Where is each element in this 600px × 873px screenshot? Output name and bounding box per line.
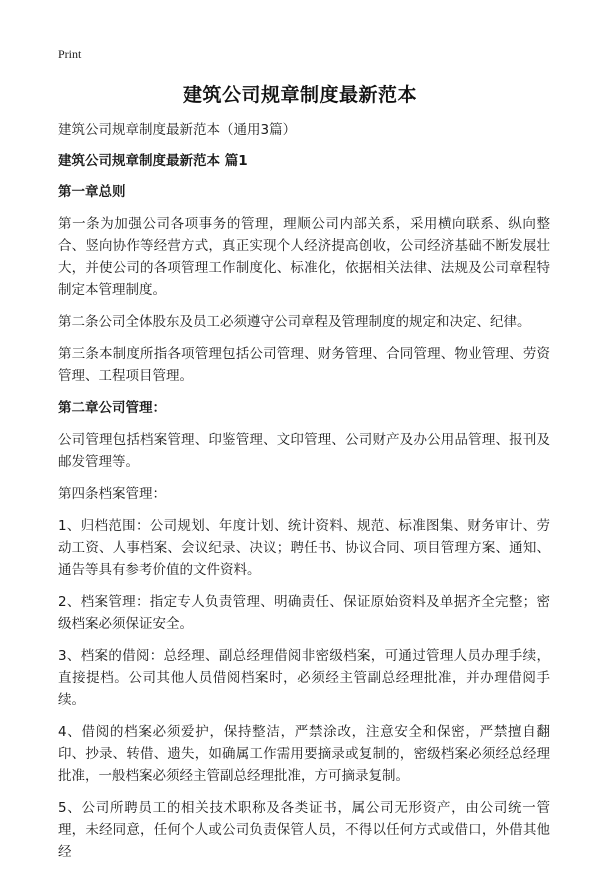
article-1: 第一条为加强公司各项事务的管理，理顺公司内部关系，采用横向联系、纵向整合、竖向协作等经营方式，真正实现个人经济提高创收，公司经济基础不断发展壮大，并使公司的各项管理工作制度化、标准化，依据相关法律、法规及公司章程特制定本管理制度。 bbox=[58, 216, 550, 298]
document-title: 建筑公司规章制度最新范本 bbox=[182, 84, 417, 106]
article-3: 第三条本制度所指各项管理包括公司管理、财务管理、合同管理、物业管理、劳资管理、工程项目管理。 bbox=[58, 346, 550, 384]
list-item-3: 3、档案的借阅：总经理、副总经理借阅非密级档案，可通过管理人员办理手续，直接提档。公司其他人员借阅档案时，必须经主管副总经理批准，并办理借阅手续。 bbox=[58, 648, 550, 708]
chapter-heading-2: 第二章公司管理： bbox=[58, 400, 166, 416]
print-link[interactable]: Print bbox=[58, 47, 82, 61]
list-item-1: 1、归档范围：公司规划、年度计划、统计资料、规范、标准图集、财务审计、劳动工资、人事档案、会议纪录、决议；聘任书、协议合同、项目管理方案、通知、通告等具有参考价值的文件资料。 bbox=[58, 518, 550, 578]
document-body bbox=[58, 119, 550, 873]
management-intro: 公司管理包括档案管理、印鉴管理、文印管理、公司财产及办公用品管理、报刊及邮发管理等。 bbox=[58, 432, 550, 470]
article-heading: 建筑公司规章制度最新范本 篇1 bbox=[58, 153, 248, 169]
list-item-5: 5、公司所聘员工的相关技术职称及各类证书，属公司无形资产，由公司统一管理，未经同意，任何个人或公司负责保管人员，不得以任何方式或借口，外借其他经 bbox=[58, 800, 550, 860]
list-item-2: 2、档案管理：指定专人负责管理、明确责任、保证原始资料及单据齐全完整；密级档案必须保证安全。 bbox=[58, 594, 550, 632]
chapter-heading-1: 第一章总则 bbox=[58, 184, 126, 200]
document-subtitle: 建筑公司规章制度最新范本（通用3篇） bbox=[58, 122, 297, 138]
article-2: 第二条公司全体股东及员工必须遵守公司章程及管理制度的规定和决定、纪律。 bbox=[58, 314, 531, 330]
list-item-4: 4、借阅的档案必须爱护，保持整洁，严禁涂改，注意安全和保密，严禁擅自翻印、抄录、转借、遗失，如确属工作需用要摘录或复制的，密级档案必须经总经理批准，一般档案必须经主管副总经理批准，方可摘录复制。 bbox=[58, 724, 550, 784]
article-4: 第四条档案管理： bbox=[58, 486, 166, 502]
